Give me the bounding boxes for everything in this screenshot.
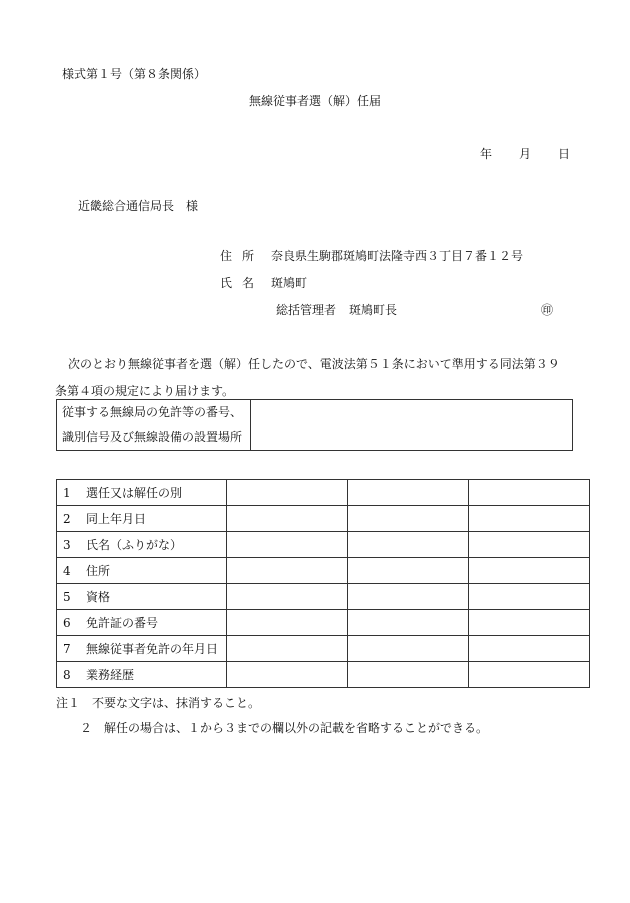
station-info-value xyxy=(251,400,573,451)
note-1: 注１ 不要な文字は、抹消すること。 xyxy=(56,696,261,710)
station-info-row xyxy=(57,400,573,451)
row-number: 1 xyxy=(57,480,87,506)
table-cell xyxy=(469,506,590,532)
table-row xyxy=(57,636,590,662)
table-cell xyxy=(348,584,469,610)
table-row xyxy=(57,662,590,688)
table-cell xyxy=(348,558,469,584)
row-label: 選任又は解任の別 xyxy=(86,480,227,506)
addressee: 近畿総合通信局長 様 xyxy=(78,199,199,213)
row-number: 4 xyxy=(57,558,87,584)
row-number: 2 xyxy=(57,506,87,532)
table-row xyxy=(57,480,590,506)
manager-value: 斑鳩町長 xyxy=(349,303,398,317)
table-cell xyxy=(227,558,348,584)
row-label: 免許証の番号 xyxy=(86,610,227,636)
station-info-label xyxy=(57,400,251,451)
body-text: 次のとおり無線従事者を選（解）任したので、電波法第５１条において準用する同法第３９条第４項の規定により届けます。 xyxy=(55,357,560,398)
table-cell xyxy=(469,584,590,610)
table-cell xyxy=(469,558,590,584)
row-label: 資格 xyxy=(86,584,227,610)
table-cell xyxy=(227,480,348,506)
row-number: 6 xyxy=(57,610,87,636)
manager-label: 総括管理者 xyxy=(276,303,337,317)
table-cell xyxy=(348,610,469,636)
row-label: 業務経歴 xyxy=(86,662,227,688)
station-info-table xyxy=(56,399,573,451)
row-number: 8 xyxy=(57,662,87,688)
table-cell xyxy=(469,532,590,558)
date-day-label: 日 xyxy=(557,147,570,161)
detail-table xyxy=(56,479,590,688)
table-row xyxy=(57,532,590,558)
table-cell xyxy=(348,480,469,506)
table-cell xyxy=(227,610,348,636)
table-row xyxy=(57,506,590,532)
table-cell xyxy=(348,532,469,558)
seal-mark: ㊞ xyxy=(541,303,554,317)
name-label: 氏名 xyxy=(220,276,265,290)
date-month-label: 月 xyxy=(518,147,531,161)
table-cell xyxy=(227,662,348,688)
station-info-label-line1: 従事する無線局の免許等の番号、 xyxy=(62,405,243,419)
table-cell xyxy=(348,506,469,532)
row-label: 氏名（ふりがな） xyxy=(86,532,227,558)
address-label: 住所 xyxy=(220,249,265,263)
table-cell xyxy=(227,506,348,532)
row-label: 無線従事者免許の年月日 xyxy=(86,636,227,662)
table-row xyxy=(57,558,590,584)
document-title: 無線従事者選（解）任届 xyxy=(248,94,381,108)
note-2: ２ 解任の場合は、１から３までの欄以外の記載を省略することができる。 xyxy=(80,721,489,735)
table-cell xyxy=(348,662,469,688)
name-value: 斑鳩町 xyxy=(271,276,308,290)
table-cell xyxy=(469,480,590,506)
date-line xyxy=(480,147,570,161)
date-year-label: 年 xyxy=(480,147,493,161)
row-label: 同上年月日 xyxy=(86,506,227,532)
table-row xyxy=(57,610,590,636)
station-info-label-line2: 識別信号及び無線設備の設置場所 xyxy=(62,430,243,444)
row-number: 5 xyxy=(57,584,87,610)
table-cell xyxy=(227,532,348,558)
row-label: 住所 xyxy=(86,558,227,584)
table-cell xyxy=(469,636,590,662)
table-cell xyxy=(469,662,590,688)
row-number: 7 xyxy=(57,636,87,662)
table-cell xyxy=(348,636,469,662)
table-cell xyxy=(227,584,348,610)
form-number: 様式第１号（第８条関係） xyxy=(62,67,207,81)
table-row xyxy=(57,584,590,610)
table-cell xyxy=(227,636,348,662)
address-value: 奈良県生駒郡斑鳩町法隆寺西３丁目７番１２号 xyxy=(271,249,524,263)
table-cell xyxy=(469,610,590,636)
row-number: 3 xyxy=(57,532,87,558)
